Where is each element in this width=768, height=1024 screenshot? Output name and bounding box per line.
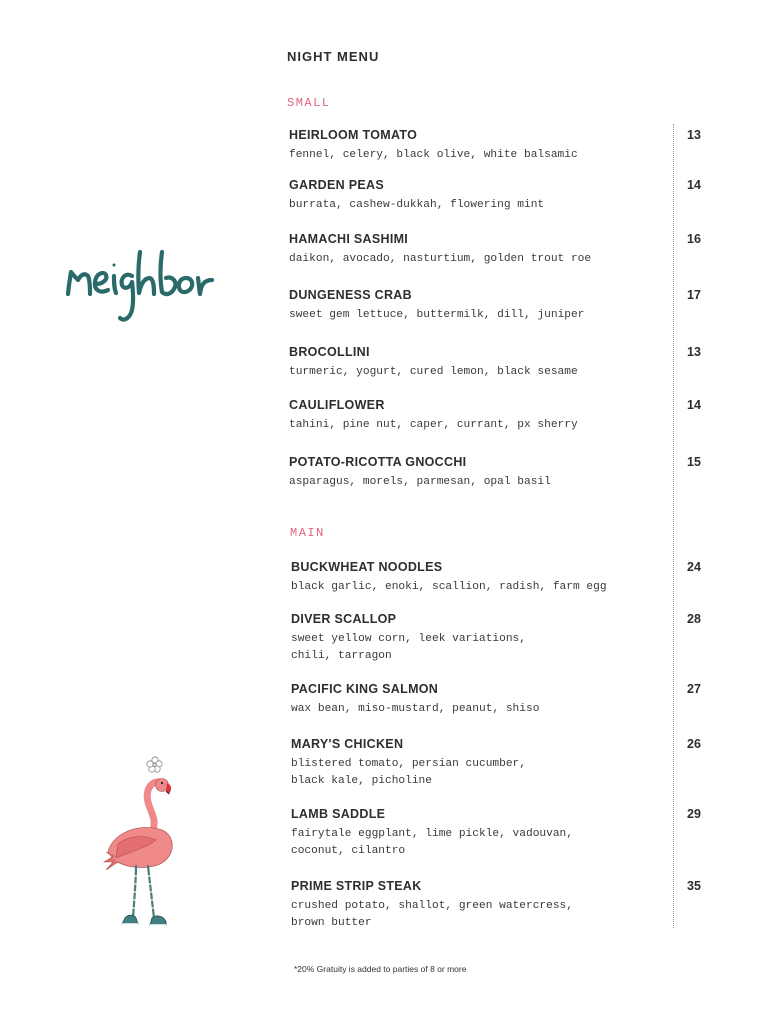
item-description: crushed potato, shallot, green watercress, brown butter <box>291 900 573 929</box>
section-label-small: SMALL <box>287 96 331 110</box>
item-name: HAMACHI SASHIMI <box>289 232 409 246</box>
item-price: 15 <box>687 455 701 469</box>
item-name: LAMB SADDLE <box>291 807 386 821</box>
item-price: 14 <box>687 178 701 192</box>
price-column-divider <box>673 124 674 928</box>
flower-icon <box>147 757 162 772</box>
item-name: MARY'S CHICKEN <box>291 737 404 751</box>
item-description: burrata, cashew-dukkah, flowering mint <box>289 199 545 211</box>
item-price: 24 <box>687 560 701 574</box>
item-description: turmeric, yogurt, cured lemon, black sesame <box>289 366 578 378</box>
item-name: PRIME STRIP STEAK <box>291 879 422 893</box>
item-price: 16 <box>687 232 701 246</box>
item-description: wax bean, miso-mustard, peanut, shiso <box>291 703 540 715</box>
item-price: 13 <box>687 345 701 359</box>
item-price: 28 <box>687 612 701 626</box>
item-name: CAULIFLOWER <box>289 398 385 412</box>
item-name: HEIRLOOM TOMATO <box>289 128 418 142</box>
item-name: DIVER SCALLOP <box>291 612 397 626</box>
item-price: 35 <box>687 879 701 893</box>
item-description: asparagus, morels, parmesan, opal basil <box>289 476 551 488</box>
item-name: PACIFIC KING SALMON <box>291 682 439 696</box>
item-description: tahini, pine nut, caper, currant, px sherry <box>289 419 578 431</box>
neighbor-logo <box>62 238 218 330</box>
item-description: blistered tomato, persian cucumber, black kale, picholine <box>291 758 526 787</box>
item-name: POTATO-RICOTTA GNOCCHI <box>289 455 467 469</box>
item-price: 27 <box>687 682 701 696</box>
item-description: fennel, celery, black olive, white balsamic <box>289 149 578 161</box>
item-description: black garlic, enoki, scallion, radish, farm egg <box>291 581 607 593</box>
item-description: fairytale eggplant, lime pickle, vadouvan, coconut, cilantro <box>291 828 573 857</box>
page-title: NIGHT MENU <box>287 49 380 64</box>
item-description: sweet gem lettuce, buttermilk, dill, juniper <box>289 309 585 321</box>
item-description: daikon, avocado, nasturtium, golden trout roe <box>289 253 592 265</box>
item-price: 14 <box>687 398 701 412</box>
item-name: GARDEN PEAS <box>289 178 384 192</box>
flamingo-illustration <box>98 752 190 936</box>
item-price: 17 <box>687 288 701 302</box>
item-price: 13 <box>687 128 701 142</box>
gratuity-footnote: *20% Gratuity is added to parties of 8 or more <box>294 964 467 974</box>
item-name: DUNGENESS CRAB <box>289 288 412 302</box>
item-price: 29 <box>687 807 701 821</box>
item-description: sweet yellow corn, leek variations, chili, tarragon <box>291 633 526 662</box>
section-label-main: MAIN <box>290 526 325 540</box>
item-price: 26 <box>687 737 701 751</box>
item-name: BROCOLLINI <box>289 345 370 359</box>
item-name: BUCKWHEAT NOODLES <box>291 560 443 574</box>
